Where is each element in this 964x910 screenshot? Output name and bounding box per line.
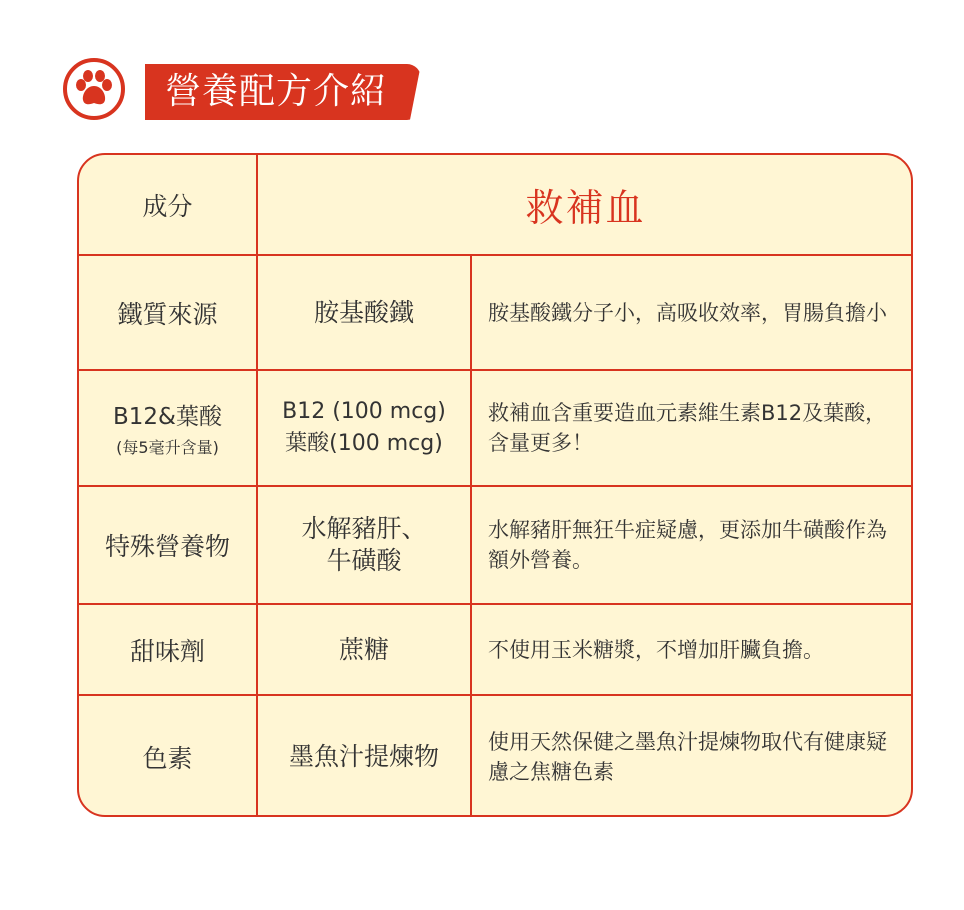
header-ingredient: 成分 — [142, 191, 193, 221]
attribute-label: 鐵質來源 — [117, 299, 218, 329]
description-text: 使用天然保健之墨魚汁提煉物取代有健康疑慮之焦糖色素 — [488, 729, 887, 784]
table-row-attribute — [79, 371, 256, 485]
description-text: 不使用玉米糖漿，不增加肝臟負擔。 — [488, 637, 824, 662]
table-row-attribute — [79, 487, 256, 603]
attribute-label: B12&葉酸 — [113, 404, 222, 430]
table-row-description — [472, 256, 913, 369]
table-row-description — [472, 605, 913, 694]
table-row-value — [258, 371, 470, 485]
table-row-attribute — [79, 605, 256, 694]
value-line: 墨魚汁提煉物 — [288, 741, 439, 771]
section-title — [63, 58, 423, 126]
table-row-attribute — [79, 256, 256, 369]
value-line: 胺基酸鐵 — [313, 297, 414, 327]
nutrition-table — [77, 153, 913, 817]
value-line: 水解豬肝、 — [301, 514, 427, 543]
value-line: 牛磺酸 — [326, 546, 402, 575]
table-row-attribute — [79, 696, 256, 817]
attribute-label: 特殊營養物 — [104, 532, 230, 561]
value-line: 葉酸(100 mcg) — [285, 431, 443, 456]
description-text: 水解豬肝無狂牛症疑慮，更添加牛磺酸作為額外營養。 — [488, 518, 887, 572]
paw-badge — [63, 58, 125, 120]
value-line: B12 (100 mcg) — [282, 399, 446, 424]
table-row-value — [258, 256, 470, 369]
table-row-value — [258, 487, 470, 603]
description-text: 胺基酸鐵分子小，高吸收效率，胃腸負擔小 — [488, 300, 887, 325]
product-name: 救補血 — [525, 186, 646, 230]
table-row-description — [472, 696, 913, 817]
value-line: 蔗糖 — [338, 634, 389, 664]
table-row-description — [472, 371, 913, 485]
table-row-value — [258, 605, 470, 694]
table-row-value — [258, 696, 470, 817]
attribute-note: (每5毫升含量) — [116, 438, 219, 457]
table-row-description — [472, 487, 913, 603]
description-text: 救補血含重要造血元素維生素B12及葉酸，含量更多！ — [488, 401, 887, 455]
attribute-label: 甜味劑 — [129, 636, 205, 666]
paw-icon — [73, 68, 115, 110]
page-title: 營養配方介紹 — [165, 71, 388, 112]
attribute-label: 色素 — [142, 743, 193, 773]
